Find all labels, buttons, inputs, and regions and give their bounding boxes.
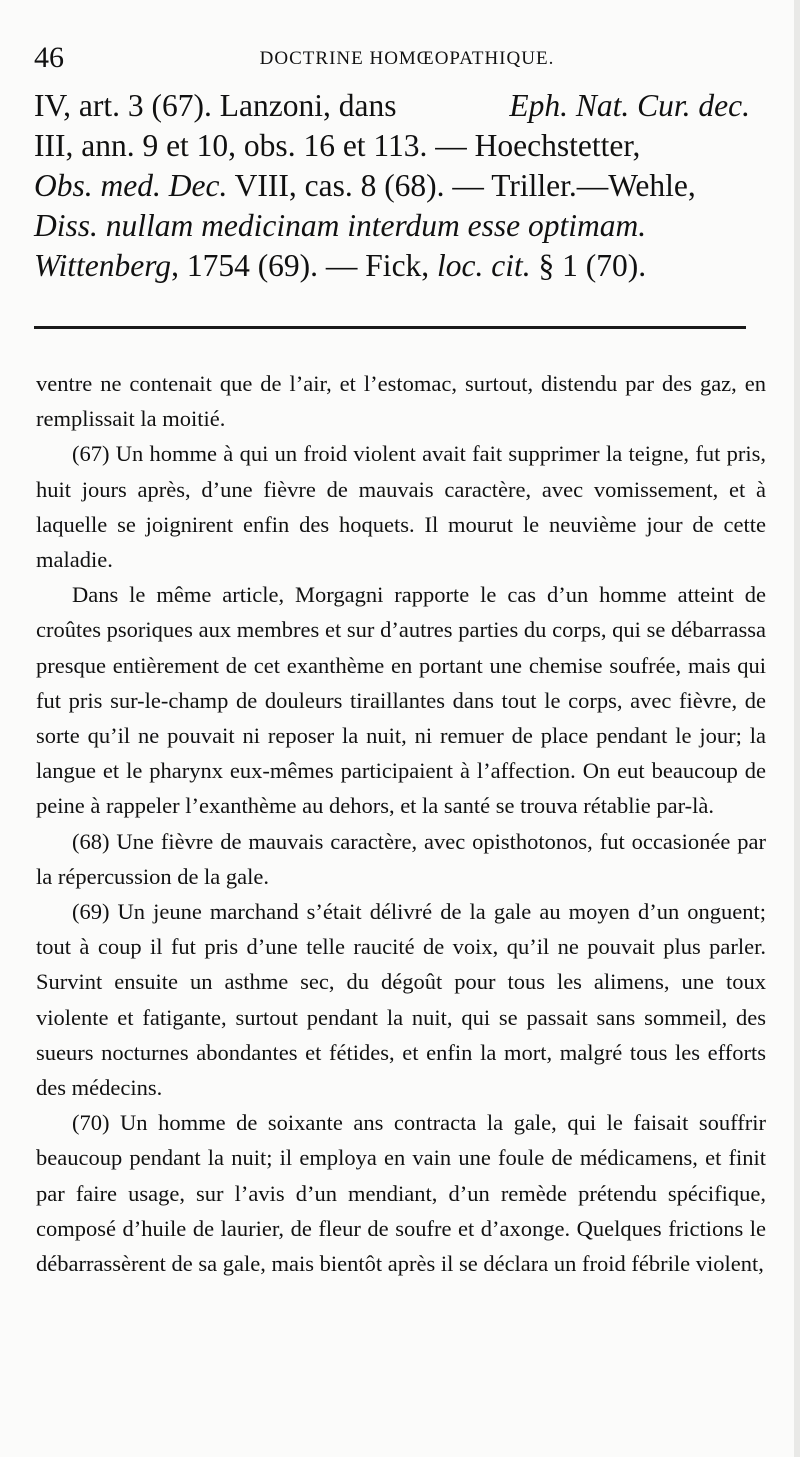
- citation-italic: Diss. nullam medicinam interdum esse optimam.: [34, 208, 647, 243]
- footnote-paragraph: ventre ne contenait que de l’air, et l’estomac, surtout, distendu par des gaz, en remplissait la moitié.: [36, 371, 766, 432]
- citation-line: [34, 126, 750, 166]
- footnote-paragraph: Dans le même article, Morgagni rapporte le cas d’un homme atteint de croûtes psoriques aux membres et sur d’autres parties du corps, qui se débarrassa presque entièrement de cet exanthème en portant une chemise soufrée, mais qui fut pris sur-le-champ de douleurs tiraillantes dans tout le corps, avec fièvre, de sorte qu’il ne pouvait ni reposer la nuit, ni remuer de place pendant le jour; la langue et le pharynx eux-mêmes participaient à l’affection. On eut beaucoup de peine à rappeler l’exanthème au dehors, et la santé se trouva rétablie par-là.: [36, 582, 766, 819]
- footnote-paragraph: (68) Une fièvre de mauvais caractère, avec opisthotonos, fut occasionée par la répercussion de la gale.: [36, 828, 766, 889]
- citation-text: IV, art. 3 (67). Lanzoni, dans: [34, 88, 405, 123]
- footnote-rule: [34, 326, 746, 329]
- citation-text: § 1 (70).: [530, 248, 647, 283]
- citation-text: , 1754 (69). — Fick,: [171, 248, 438, 283]
- citation-italic: Wittenberg: [34, 248, 172, 283]
- running-title: DOCTRINE HOMŒOPATHIQUE.: [259, 48, 555, 69]
- page-edge: [794, 0, 800, 1457]
- citation-italic: Obs. med. Dec.: [34, 168, 228, 203]
- footnote-paragraph: (70) Un homme de soixante ans contracta la gale, qui le faisait souffrir beaucoup pendant la nuit; il employa en vain une foule de médicamens, et finit par faire usage, sur l’avis d’un mendiant, d’un remède prétendu spécifique, composé d’huile de laurier, de fleur de soufre et d’axonge. Quelques frictions le débarrassèrent de sa gale, mais bientôt après il se déclara un froid fébrile violent,: [36, 1110, 766, 1277]
- page-number: 46: [34, 41, 64, 74]
- footnotes: [36, 366, 766, 1281]
- citation-block: [34, 86, 750, 286]
- footnote-paragraph: (69) Un jeune marchand s’était délivré de la gale au moyen d’un onguent; tout à coup il fut pris d’une telle raucité de voix, qu’il ne pouvait plus parler. Survint ensuite un asthme sec, du dégoût pour tous les alimens, une toux violente et fatigante, surtout pendant la nuit, qui se passait sans sommeil, des sueurs nocturnes abondantes et fétides, et enfin la mort, malgré tous les efforts des médecins.: [36, 899, 766, 1101]
- citation-line: [34, 166, 750, 206]
- citation-line: [34, 246, 750, 286]
- footnote-paragraph: (67) Un homme à qui un froid violent avait fait supprimer la teigne, fut pris, huit jours après, d’une fièvre de mauvais caractère, avec vomissement, et à laquelle se joignirent enfin des hoquets. Il mourut le neuvième jour de cette maladie.: [36, 441, 766, 573]
- citation-text: III, ann. 9 et 10, obs. 16 et 113. — Hoechstetter,: [34, 128, 641, 163]
- citation-text: VIII, cas. 8 (68). — Triller.—Wehle,: [227, 168, 696, 203]
- citation-line: [34, 86, 750, 126]
- citation-line: [34, 206, 750, 246]
- citation-italic: Eph. Nat. Cur. dec.: [509, 88, 750, 123]
- citation-italic: loc. cit.: [437, 248, 531, 283]
- running-head: [34, 40, 760, 80]
